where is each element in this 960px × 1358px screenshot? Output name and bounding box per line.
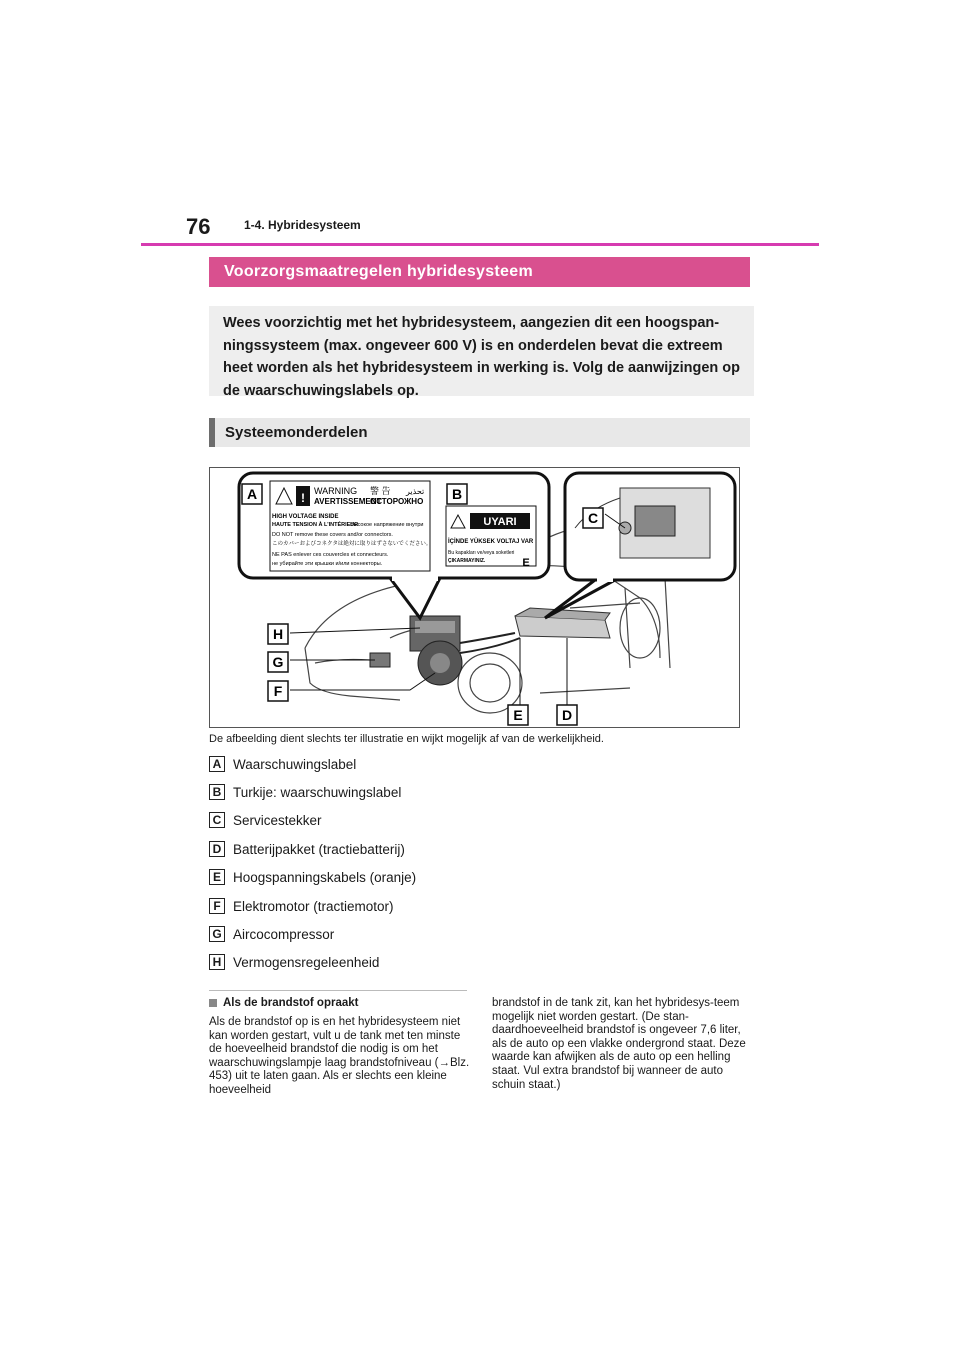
legend-item bbox=[209, 952, 379, 972]
label-a-do-not: DO NOT remove these covers and/or connectors. bbox=[272, 532, 393, 538]
legend-item bbox=[209, 867, 416, 887]
callout-a: A bbox=[246, 486, 258, 502]
legend-label: Servicestekker bbox=[233, 812, 322, 828]
system-components-figure bbox=[209, 467, 740, 728]
legend-key: A bbox=[209, 756, 225, 772]
legend-item bbox=[209, 782, 401, 802]
fuel-text-right: brandstof in de tank zit, kan het hybridesys-teem mogelijk niet worden gestart. (De stan-daardhoeveelheid brandstof is ongeveer 7,6 liter, als de auto op een vlakke ondergrond staat. Deze waarde kan afwijken als de auto op een helling staat. Vul extra brandstof bij wanneer de auto schuin staat.) bbox=[492, 997, 746, 1091]
legend-label: Vermogensregeleenheid bbox=[233, 954, 380, 970]
label-a-haute-tension: HAUTE TENSION À L'INTÉRIEUR bbox=[272, 522, 359, 528]
legend-item bbox=[209, 839, 405, 859]
legend-item bbox=[209, 754, 356, 774]
service-plug-callout bbox=[545, 473, 735, 618]
bullet-square-icon bbox=[209, 999, 217, 1007]
fuel-text-left: Als de brandstof op is en het hybridesysteem niet kan worden gestart, vult u de tank met ten minste de hoeveelheid brandstof die nodig is om het waarschuwingslampje laag brandstofniveau (→Blz. 453) uit te laten gaan. Als er slechts een kleine hoeveelheid bbox=[209, 1016, 470, 1096]
legend-label: Elektromotor (tractiemotor) bbox=[233, 898, 394, 914]
legend-item bbox=[209, 896, 394, 916]
subtitle-bar bbox=[209, 418, 750, 447]
callout-e: E bbox=[513, 707, 523, 723]
label-a-avertissement: AVERTISSEMENT bbox=[314, 497, 382, 506]
label-a-warning: WARNING bbox=[314, 486, 358, 496]
legend-key: F bbox=[209, 898, 225, 914]
column-divider bbox=[209, 990, 467, 991]
warning-box: Wees voorzichtig met het hybridesysteem, aangezien dit een hoogspan-ningssysteem (max. ongeveer 600 V) is en onderdelen bevat die extreem heet worden als het hybridesysteem in werking is. Volg de aanwijzingen op de waarschuwingslabels op. bbox=[209, 306, 754, 396]
subtitle: Systeemonderdelen bbox=[225, 424, 368, 441]
label-a-ne-pas: NE PAS enlever ces couvercles et connecteurs. bbox=[272, 552, 389, 558]
label-a-ar-warning: تحذير bbox=[406, 487, 425, 496]
callout-d: D bbox=[561, 707, 573, 723]
legend-item bbox=[209, 810, 322, 830]
figure-caption: De afbeelding dient slechts ter illustratie en wijkt mogelijk af van de werkelijkheid. bbox=[209, 733, 604, 745]
warning-label-callout bbox=[239, 473, 549, 618]
title-bar bbox=[209, 257, 750, 287]
page-title: Voorzorgsmaatregelen hybridesysteem bbox=[224, 263, 533, 280]
power-control-unit-icon bbox=[370, 616, 462, 685]
label-a-jp-text: このカバーおよびコネクタは絶対に取りはずさないでください。 bbox=[272, 541, 432, 547]
callout-c: C bbox=[587, 510, 599, 526]
label-a-ru-text: не убирайте эти крышки и/или коннекторы. bbox=[272, 561, 383, 567]
label-b-line3: ÇIKARMAYINIZ. bbox=[448, 558, 486, 564]
legend-item bbox=[209, 924, 334, 944]
legend-key: G bbox=[209, 926, 225, 942]
fuel-heading-text: Als de brandstof opraakt bbox=[223, 997, 359, 1009]
label-b-line1: İÇİNDE YÜKSEK VOLTAJ VAR bbox=[448, 539, 534, 545]
legend-label: Turkije: waarschuwingslabel bbox=[233, 784, 402, 800]
label-b-line2: Bu kapakları ve/veya soketleri bbox=[448, 550, 515, 556]
page-number: 76 bbox=[186, 214, 211, 239]
label-a-ru-warning: ОСТОРОЖНО bbox=[370, 497, 424, 506]
legend-label: Aircocompressor bbox=[233, 926, 335, 942]
callout-f: F bbox=[273, 683, 283, 699]
label-b-uyari: UYARI bbox=[483, 516, 517, 528]
high-voltage-cable bbox=[460, 638, 520, 653]
callout-h: H bbox=[272, 626, 284, 642]
legend-key: C bbox=[209, 812, 225, 828]
header-rule bbox=[141, 243, 819, 246]
svg-text:!: ! bbox=[301, 491, 305, 505]
legend-label: Batterijpakket (tractiebatterij) bbox=[233, 841, 405, 857]
high-voltage-cable bbox=[460, 633, 515, 643]
legend-label: Hoogspanningskabels (oranje) bbox=[233, 869, 417, 885]
battery-pack-icon bbox=[515, 608, 610, 638]
legend-key: H bbox=[209, 954, 225, 970]
legend-key: B bbox=[209, 784, 225, 800]
section-header: 1-4. Hybridesysteem bbox=[244, 218, 361, 232]
label-a-high-voltage: HIGH VOLTAGE INSIDE bbox=[272, 514, 339, 520]
legend-key: D bbox=[209, 841, 225, 857]
callout-g: G bbox=[272, 654, 284, 670]
fuel-heading bbox=[209, 997, 358, 1009]
label-a-jp-warning: 警 告 bbox=[370, 486, 391, 496]
legend-label: Waarschuwingslabel bbox=[233, 756, 357, 772]
legend-key: E bbox=[209, 869, 225, 885]
callout-e-small: E bbox=[522, 557, 530, 569]
label-a-ru-voltage: Высокое напряжение внутри bbox=[350, 522, 424, 528]
callout-b: B bbox=[451, 486, 463, 502]
